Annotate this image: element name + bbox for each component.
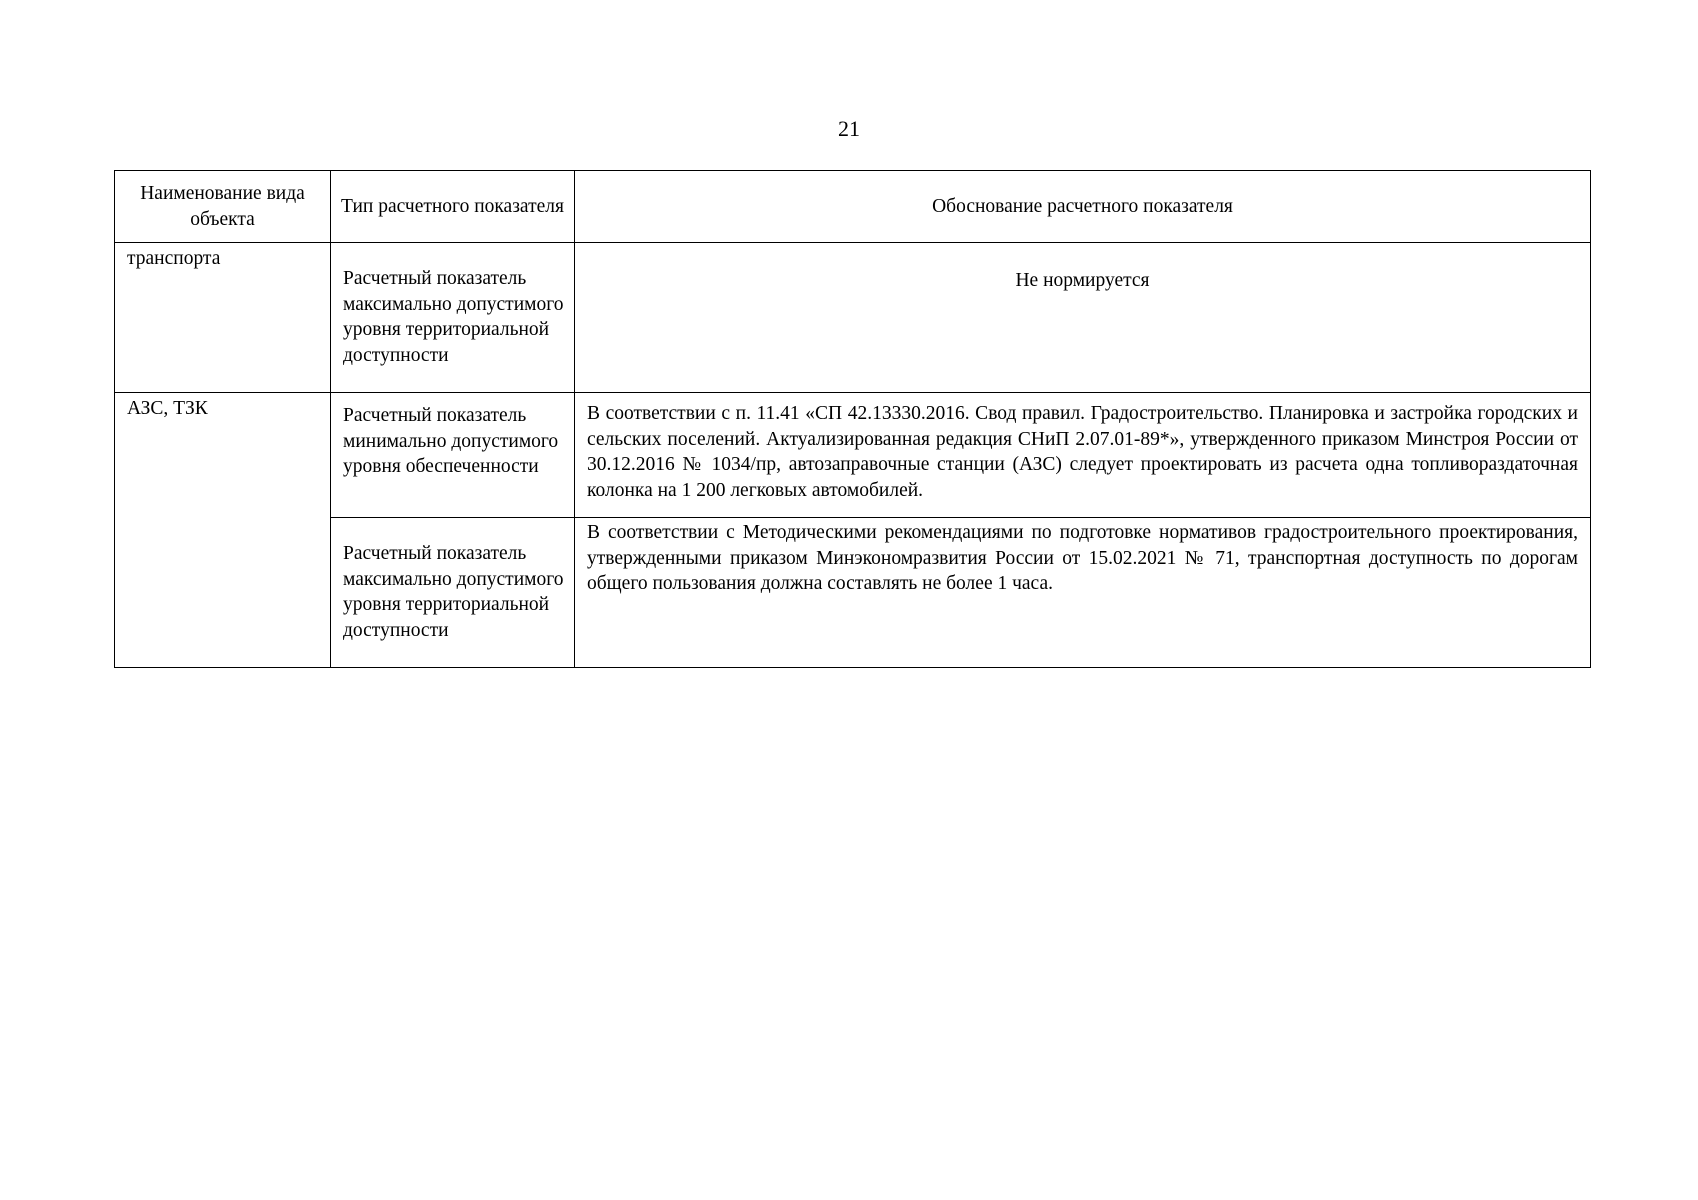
object-name-cell (115, 243, 331, 393)
justification-cell (575, 393, 1591, 518)
table-row (115, 518, 1591, 668)
justification-text: В соответствии с Методическими рекомендациями по подготовке нормативов градостроительного проектирования, утвержденными приказом Минэкономразвития России от 15.02.2021 № 71, транспортная доступность по дорогам общего пользования должна составлять не более 1 часа. (587, 522, 1578, 594)
page-number: 21 (838, 116, 860, 141)
object-name-cell (115, 393, 331, 668)
indicators-table (114, 170, 1591, 668)
header-justification (575, 171, 1591, 243)
justification-text: Не нормируется (1015, 270, 1150, 291)
header-object-name (115, 171, 331, 243)
justification-text: В соответствии с п. 11.41 «СП 42.13330.2016. Свод правил. Градостроительство. Планировка и застройка городских и сельских поселений. Актуализированная редакция СНиП 2.07.01-89*», утвержденного приказом Минстроя России от 30.12.2016 № 1034/пр, автозаправочные станции (АЗС) следует проектировать из расчета одна топливораздаточная колонка на 1 200 легковых автомобилей. (587, 403, 1578, 501)
indicator-type-text: Расчетный показатель максимально допустимого уровня территориальной доступности (343, 268, 564, 366)
indicator-type-cell (331, 393, 575, 518)
table-row (115, 393, 1591, 518)
indicator-type-text: Расчетный показатель максимально допустимого уровня территориальной доступности (343, 543, 564, 641)
header-indicator-type (331, 171, 575, 243)
table-header-row (115, 171, 1591, 243)
indicator-type-text: Расчетный показатель минимально допустимого уровня обеспеченности (343, 405, 559, 477)
header-justification-text: Обоснование расчетного показателя (932, 195, 1233, 217)
indicator-type-cell (331, 518, 575, 668)
justification-cell (575, 243, 1591, 393)
justification-cell (575, 518, 1591, 668)
header-indicator-type-text: Тип расчетного показателя (341, 195, 564, 217)
object-name-text: АЗС, ТЗК (127, 398, 208, 419)
table-row (115, 243, 1591, 393)
indicator-type-cell (331, 243, 575, 393)
header-object-name-text: Наименование вида объекта (140, 183, 305, 230)
object-name-text: транспорта (127, 248, 221, 269)
